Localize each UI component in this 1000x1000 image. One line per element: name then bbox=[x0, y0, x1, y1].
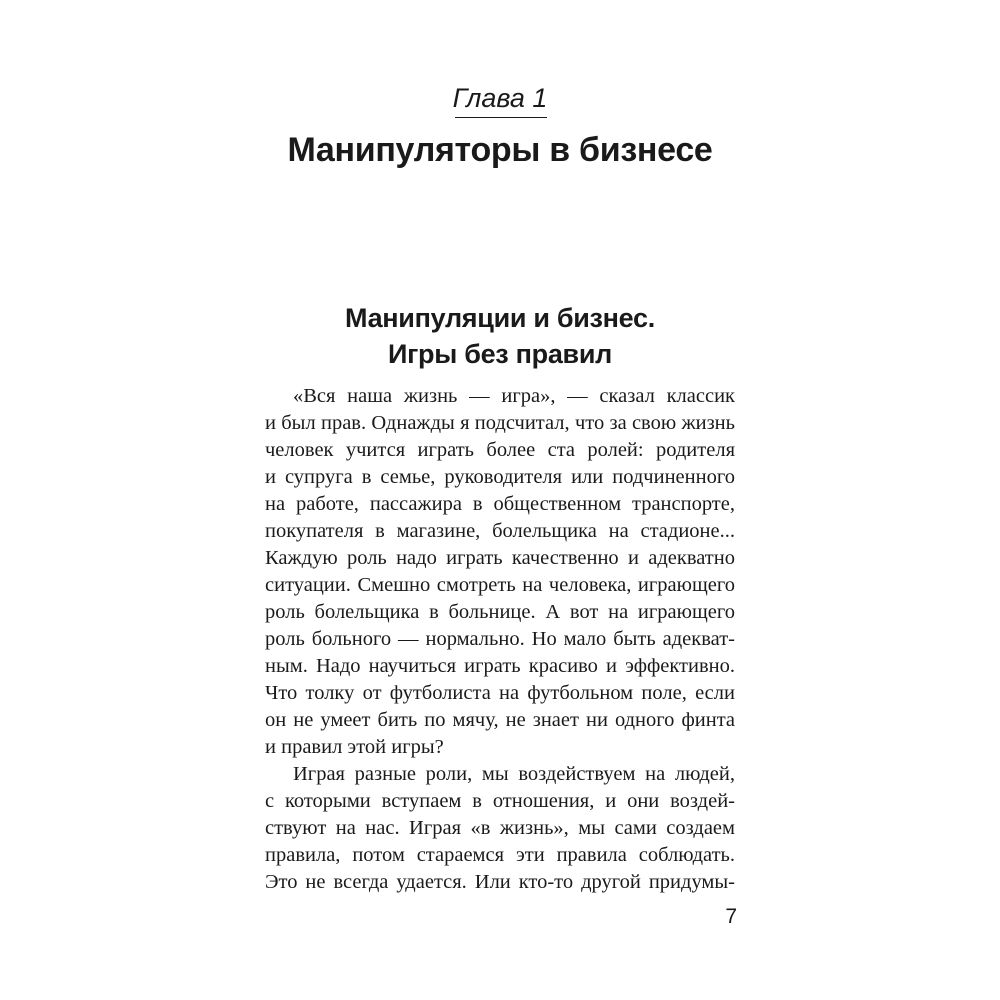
section-title bbox=[0, 300, 1000, 372]
text-line: «Вся наша жизнь — игра», — сказал классик bbox=[293, 385, 735, 407]
text-line: ситуации. Смешно смотреть на человека, играющего bbox=[265, 574, 735, 596]
text-line: ствуют на нас. Играя «в жизнь», мы сами создаем bbox=[265, 817, 735, 839]
text-line: роль болельщика в больнице. А вот на играющего bbox=[265, 601, 735, 623]
section-title-line: Манипуляции и бизнес. bbox=[345, 303, 655, 333]
text-line: и супруга в семье, руководителя или подчиненного bbox=[265, 466, 735, 488]
page-number: 7 bbox=[725, 905, 737, 928]
text-line: он не умеет бить по мячу, не знает ни одного финта bbox=[265, 709, 735, 731]
text-line: на работе, пассажира в общественном транспорте, bbox=[265, 493, 735, 515]
chapter-label: Глава 1 bbox=[452, 83, 548, 113]
text-line: Каждую роль надо играть качественно и адекватно bbox=[265, 547, 735, 569]
text-line: и был прав. Однажды я подсчитал, что за свою жизнь bbox=[265, 412, 735, 434]
text-line: ным. Надо научиться играть красиво и эффективно. bbox=[265, 655, 735, 677]
text-line: покупателя в магазине, болельщика на стадионе... bbox=[265, 520, 735, 542]
text-line: с которыми вступаем в отношения, и они воздей- bbox=[265, 790, 735, 812]
text-line: человек учится играть более ста ролей: родителя bbox=[265, 439, 735, 461]
text-line: Играя разные роли, мы воздействуем на людей, bbox=[293, 763, 735, 785]
body-text bbox=[265, 383, 735, 896]
chapter-label-underline bbox=[455, 117, 547, 118]
chapter-title: Манипуляторы в бизнесе bbox=[287, 131, 713, 169]
text-line: Это не всегда удается. Или кто-то другой придумы- bbox=[265, 871, 735, 893]
text-line: Что толку от футболиста на футбольном поле, если bbox=[265, 682, 735, 704]
text-line: роль больного — нормально. Но мало быть адекват- bbox=[265, 628, 735, 650]
section-title-line: Игры без правил bbox=[388, 339, 612, 369]
text-line: и правил этой игры? bbox=[265, 736, 444, 758]
text-line: правила, потом стараемся эти правила соблюдать. bbox=[265, 844, 735, 866]
